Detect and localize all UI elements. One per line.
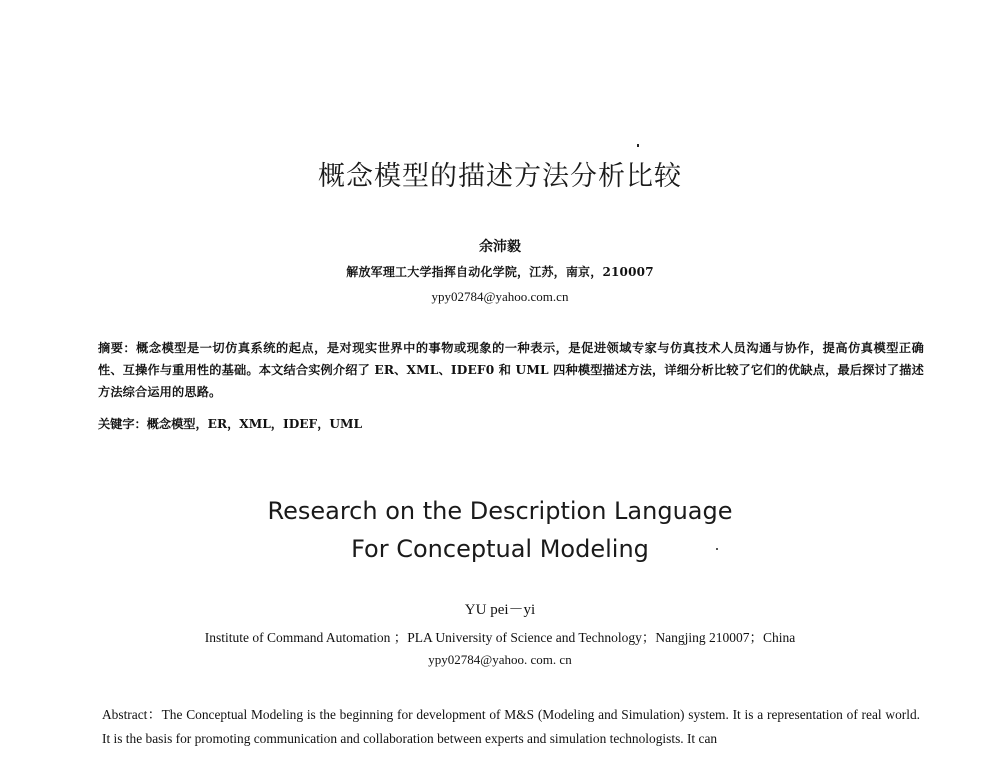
paper-title-en-line1: Research on the Description Language bbox=[267, 497, 733, 525]
author-name-en: YU pei－yi bbox=[464, 602, 536, 618]
abstract-cn-label: 摘要： bbox=[98, 341, 137, 355]
keywords-cn bbox=[98, 415, 362, 432]
abstract-en-label: Abstract： bbox=[102, 707, 162, 722]
paper-title-en-line2: For Conceptual Modeling bbox=[351, 535, 649, 563]
author-email-en: ypy02784@yahoo. com. cn bbox=[428, 652, 572, 667]
abstract-en bbox=[102, 703, 920, 751]
abstract-en-text: The Conceptual Modeling is the beginning for development of M&S (Modeling and Simulation) system. It is a representation of real world. It is the basis for promoting communication and collaboration between experts and simulation technologists. It can bbox=[102, 707, 920, 746]
keywords-cn-label: 关键字： bbox=[98, 417, 147, 431]
abstract-cn-text: 概念模型是一切仿真系统的起点，是对现实世界中的事物或现象的一种表示，是促进领域专家与仿真技术人员沟通与协作，提高仿真模型正确性、互操作与重用性的基础。本文结合实例介绍了 ER、XML、IDEF0 和 UML 四种模型描述方法，详细分析比较了它们的优缺点，最后探讨了描述方法综合运用的思路。 bbox=[98, 341, 924, 399]
scan-speck bbox=[637, 144, 639, 147]
keywords-cn-text: 概念模型，ER，XML，IDEF，UML bbox=[146, 417, 363, 431]
author-affiliation-en: Institute of Command Automation ；PLA University of Science and Technology；Nangjing 210007；China bbox=[204, 630, 796, 645]
author-email-cn: ypy02784@yahoo.com.cn bbox=[431, 289, 569, 304]
author-name-cn: 余沛毅 bbox=[479, 239, 521, 255]
author-affiliation-cn: 解放军理工大学指挥自动化学院，江苏，南京，210007 bbox=[346, 265, 654, 279]
abstract-cn bbox=[98, 337, 924, 403]
paper-title-cn: 概念模型的描述方法分析比较 bbox=[318, 161, 682, 192]
